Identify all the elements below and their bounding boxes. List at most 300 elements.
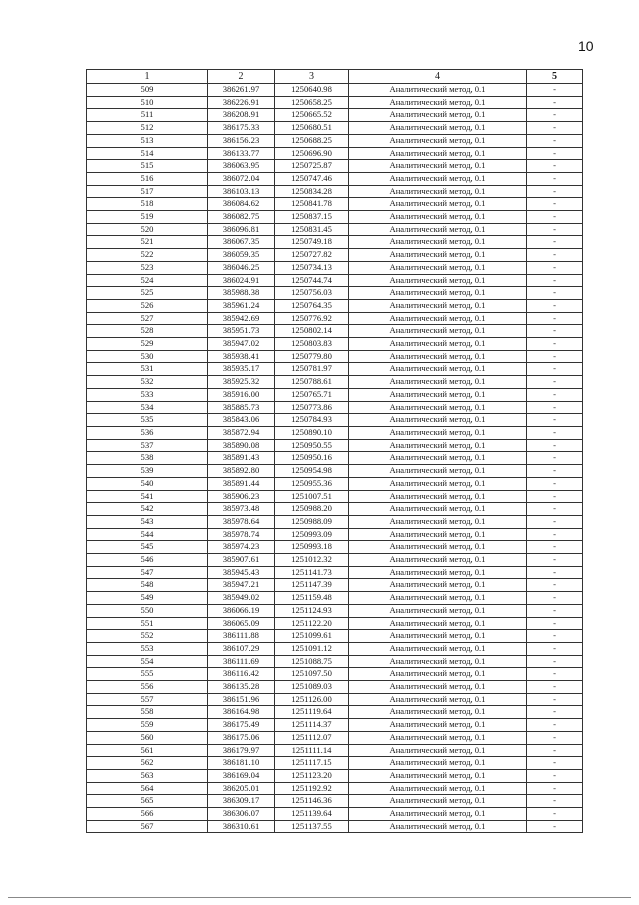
x-coordinate-cell: 386181.10	[208, 757, 275, 770]
point-number-cell: 537	[87, 439, 208, 452]
x-coordinate-cell: 385906.23	[208, 490, 275, 503]
method-cell: Аналитический метод, 0.1	[349, 261, 527, 274]
table-row	[87, 401, 583, 414]
table-row	[87, 541, 583, 554]
y-coordinate-cell: 1251007.51	[275, 490, 349, 503]
point-number-cell: 533	[87, 388, 208, 401]
coordinates-table	[86, 69, 583, 833]
method-cell: Аналитический метод, 0.1	[349, 795, 527, 808]
method-cell: Аналитический метод, 0.1	[349, 769, 527, 782]
note-cell: -	[527, 503, 583, 516]
x-coordinate-cell: 385961.24	[208, 299, 275, 312]
note-cell: -	[527, 668, 583, 681]
table-row	[87, 376, 583, 389]
x-coordinate-cell: 386175.06	[208, 731, 275, 744]
x-coordinate-cell: 385938.41	[208, 350, 275, 363]
note-cell: -	[527, 528, 583, 541]
x-coordinate-cell: 386179.97	[208, 744, 275, 757]
point-number-cell: 526	[87, 299, 208, 312]
point-number-cell: 510	[87, 96, 208, 109]
y-coordinate-cell: 1251088.75	[275, 655, 349, 668]
table-row	[87, 706, 583, 719]
y-coordinate-cell: 1250680.51	[275, 122, 349, 135]
x-coordinate-cell: 386164.98	[208, 706, 275, 719]
x-coordinate-cell: 385988.38	[208, 287, 275, 300]
point-number-cell: 529	[87, 338, 208, 351]
point-number-cell: 528	[87, 325, 208, 338]
method-cell: Аналитический метод, 0.1	[349, 719, 527, 732]
point-number-cell: 515	[87, 160, 208, 173]
table-row	[87, 426, 583, 439]
point-number-cell: 555	[87, 668, 208, 681]
method-cell: Аналитический метод, 0.1	[349, 668, 527, 681]
note-cell: -	[527, 325, 583, 338]
y-coordinate-cell: 1251146.36	[275, 795, 349, 808]
note-cell: -	[527, 465, 583, 478]
method-cell: Аналитический метод, 0.1	[349, 249, 527, 262]
note-cell: -	[527, 439, 583, 452]
table-row	[87, 134, 583, 147]
header-col-3: 3	[275, 70, 349, 84]
x-coordinate-cell: 385945.43	[208, 566, 275, 579]
x-coordinate-cell: 386169.04	[208, 769, 275, 782]
point-number-cell: 511	[87, 109, 208, 122]
table-row	[87, 96, 583, 109]
y-coordinate-cell: 1250734.13	[275, 261, 349, 274]
x-coordinate-cell: 386309.17	[208, 795, 275, 808]
x-coordinate-cell: 385890.08	[208, 439, 275, 452]
point-number-cell: 566	[87, 808, 208, 821]
note-cell: -	[527, 744, 583, 757]
note-cell: -	[527, 350, 583, 363]
y-coordinate-cell: 1250993.18	[275, 541, 349, 554]
method-cell: Аналитический метод, 0.1	[349, 554, 527, 567]
note-cell: -	[527, 757, 583, 770]
x-coordinate-cell: 386107.29	[208, 642, 275, 655]
y-coordinate-cell: 1251099.61	[275, 630, 349, 643]
y-coordinate-cell: 1251141.73	[275, 566, 349, 579]
x-coordinate-cell: 385891.44	[208, 477, 275, 490]
x-coordinate-cell: 386024.91	[208, 274, 275, 287]
table-row	[87, 795, 583, 808]
note-cell: -	[527, 299, 583, 312]
note-cell: -	[527, 719, 583, 732]
note-cell: -	[527, 617, 583, 630]
method-cell: Аналитический метод, 0.1	[349, 312, 527, 325]
method-cell: Аналитический метод, 0.1	[349, 198, 527, 211]
method-cell: Аналитический метод, 0.1	[349, 325, 527, 338]
table-row	[87, 439, 583, 452]
note-cell: -	[527, 820, 583, 833]
method-cell: Аналитический метод, 0.1	[349, 388, 527, 401]
y-coordinate-cell: 1250837.15	[275, 211, 349, 224]
x-coordinate-cell: 386175.33	[208, 122, 275, 135]
note-cell: -	[527, 808, 583, 821]
method-cell: Аналитический метод, 0.1	[349, 541, 527, 554]
point-number-cell: 557	[87, 693, 208, 706]
note-cell: -	[527, 554, 583, 567]
table-row	[87, 274, 583, 287]
y-coordinate-cell: 1250781.97	[275, 363, 349, 376]
point-number-cell: 531	[87, 363, 208, 376]
x-coordinate-cell: 386205.01	[208, 782, 275, 795]
y-coordinate-cell: 1250955.36	[275, 477, 349, 490]
method-cell: Аналитический метод, 0.1	[349, 655, 527, 668]
point-number-cell: 527	[87, 312, 208, 325]
x-coordinate-cell: 385947.02	[208, 338, 275, 351]
note-cell: -	[527, 261, 583, 274]
x-coordinate-cell: 386175.49	[208, 719, 275, 732]
note-cell: -	[527, 426, 583, 439]
y-coordinate-cell: 1251114.37	[275, 719, 349, 732]
table-row	[87, 642, 583, 655]
method-cell: Аналитический метод, 0.1	[349, 604, 527, 617]
y-coordinate-cell: 1250640.98	[275, 84, 349, 97]
y-coordinate-cell: 1251192.92	[275, 782, 349, 795]
x-coordinate-cell: 386226.91	[208, 96, 275, 109]
x-coordinate-cell: 385891.43	[208, 452, 275, 465]
x-coordinate-cell: 386156.23	[208, 134, 275, 147]
y-coordinate-cell: 1250665.52	[275, 109, 349, 122]
table-row	[87, 350, 583, 363]
method-cell: Аналитический метод, 0.1	[349, 426, 527, 439]
point-number-cell: 545	[87, 541, 208, 554]
y-coordinate-cell: 1250696.90	[275, 147, 349, 160]
table-row	[87, 477, 583, 490]
x-coordinate-cell: 386065.09	[208, 617, 275, 630]
point-number-cell: 548	[87, 579, 208, 592]
x-coordinate-cell: 385872.94	[208, 426, 275, 439]
point-number-cell: 561	[87, 744, 208, 757]
point-number-cell: 518	[87, 198, 208, 211]
table-row	[87, 757, 583, 770]
method-cell: Аналитический метод, 0.1	[349, 681, 527, 694]
note-cell: -	[527, 274, 583, 287]
point-number-cell: 560	[87, 731, 208, 744]
x-coordinate-cell: 386067.35	[208, 236, 275, 249]
table-row	[87, 363, 583, 376]
note-cell: -	[527, 681, 583, 694]
x-coordinate-cell: 386066.19	[208, 604, 275, 617]
table-row	[87, 769, 583, 782]
table-row	[87, 731, 583, 744]
point-number-cell: 550	[87, 604, 208, 617]
table-row	[87, 566, 583, 579]
point-number-cell: 541	[87, 490, 208, 503]
table-row	[87, 452, 583, 465]
y-coordinate-cell: 1251012.32	[275, 554, 349, 567]
x-coordinate-cell: 386059.35	[208, 249, 275, 262]
method-cell: Аналитический метод, 0.1	[349, 287, 527, 300]
point-number-cell: 530	[87, 350, 208, 363]
method-cell: Аналитический метод, 0.1	[349, 528, 527, 541]
x-coordinate-cell: 386072.04	[208, 172, 275, 185]
point-number-cell: 522	[87, 249, 208, 262]
note-cell: -	[527, 706, 583, 719]
note-cell: -	[527, 363, 583, 376]
note-cell: -	[527, 414, 583, 427]
method-cell: Аналитический метод, 0.1	[349, 160, 527, 173]
note-cell: -	[527, 566, 583, 579]
x-coordinate-cell: 385949.02	[208, 592, 275, 605]
y-coordinate-cell: 1250841.78	[275, 198, 349, 211]
note-cell: -	[527, 731, 583, 744]
table-row	[87, 820, 583, 833]
note-cell: -	[527, 147, 583, 160]
method-cell: Аналитический метод, 0.1	[349, 236, 527, 249]
y-coordinate-cell: 1251123.20	[275, 769, 349, 782]
method-cell: Аналитический метод, 0.1	[349, 566, 527, 579]
page-bottom-line	[8, 897, 631, 898]
method-cell: Аналитический метод, 0.1	[349, 465, 527, 478]
point-number-cell: 523	[87, 261, 208, 274]
x-coordinate-cell: 386096.81	[208, 223, 275, 236]
note-cell: -	[527, 338, 583, 351]
method-cell: Аналитический метод, 0.1	[349, 452, 527, 465]
point-number-cell: 540	[87, 477, 208, 490]
table-row	[87, 223, 583, 236]
point-number-cell: 563	[87, 769, 208, 782]
method-cell: Аналитический метод, 0.1	[349, 363, 527, 376]
method-cell: Аналитический метод, 0.1	[349, 401, 527, 414]
note-cell: -	[527, 477, 583, 490]
x-coordinate-cell: 385885.73	[208, 401, 275, 414]
x-coordinate-cell: 386111.88	[208, 630, 275, 643]
x-coordinate-cell: 386116.42	[208, 668, 275, 681]
point-number-cell: 524	[87, 274, 208, 287]
table-row	[87, 515, 583, 528]
table-row	[87, 185, 583, 198]
table-row	[87, 668, 583, 681]
x-coordinate-cell: 385947.21	[208, 579, 275, 592]
note-cell: -	[527, 160, 583, 173]
table-row	[87, 287, 583, 300]
x-coordinate-cell: 386084.62	[208, 198, 275, 211]
table-row	[87, 681, 583, 694]
x-coordinate-cell: 386063.95	[208, 160, 275, 173]
method-cell: Аналитический метод, 0.1	[349, 172, 527, 185]
header-col-4: 4	[349, 70, 527, 84]
table-row	[87, 503, 583, 516]
y-coordinate-cell: 1250993.09	[275, 528, 349, 541]
note-cell: -	[527, 134, 583, 147]
x-coordinate-cell: 385973.48	[208, 503, 275, 516]
point-number-cell: 559	[87, 719, 208, 732]
y-coordinate-cell: 1250765.71	[275, 388, 349, 401]
note-cell: -	[527, 96, 583, 109]
x-coordinate-cell: 386151.96	[208, 693, 275, 706]
point-number-cell: 516	[87, 172, 208, 185]
point-number-cell: 517	[87, 185, 208, 198]
note-cell: -	[527, 604, 583, 617]
note-cell: -	[527, 579, 583, 592]
table-row	[87, 198, 583, 211]
method-cell: Аналитический метод, 0.1	[349, 147, 527, 160]
note-cell: -	[527, 782, 583, 795]
table-row	[87, 592, 583, 605]
table-row	[87, 172, 583, 185]
point-number-cell: 520	[87, 223, 208, 236]
x-coordinate-cell: 386082.75	[208, 211, 275, 224]
table-row	[87, 249, 583, 262]
method-cell: Аналитический метод, 0.1	[349, 490, 527, 503]
y-coordinate-cell: 1250954.98	[275, 465, 349, 478]
table-row	[87, 211, 583, 224]
table-row	[87, 465, 583, 478]
method-cell: Аналитический метод, 0.1	[349, 299, 527, 312]
point-number-cell: 553	[87, 642, 208, 655]
y-coordinate-cell: 1251119.64	[275, 706, 349, 719]
table-row	[87, 744, 583, 757]
y-coordinate-cell: 1251126.00	[275, 693, 349, 706]
x-coordinate-cell: 386310.61	[208, 820, 275, 833]
point-number-cell: 546	[87, 554, 208, 567]
y-coordinate-cell: 1250950.55	[275, 439, 349, 452]
table-row	[87, 84, 583, 97]
note-cell: -	[527, 223, 583, 236]
x-coordinate-cell: 385978.74	[208, 528, 275, 541]
method-cell: Аналитический метод, 0.1	[349, 84, 527, 97]
y-coordinate-cell: 1250834.28	[275, 185, 349, 198]
note-cell: -	[527, 312, 583, 325]
x-coordinate-cell: 385942.69	[208, 312, 275, 325]
header-col-5: 5	[527, 70, 583, 84]
point-number-cell: 532	[87, 376, 208, 389]
x-coordinate-cell: 385892.80	[208, 465, 275, 478]
y-coordinate-cell: 1250784.93	[275, 414, 349, 427]
y-coordinate-cell: 1250988.20	[275, 503, 349, 516]
x-coordinate-cell: 386208.91	[208, 109, 275, 122]
table-row	[87, 579, 583, 592]
table-row	[87, 160, 583, 173]
y-coordinate-cell: 1250788.61	[275, 376, 349, 389]
table-row	[87, 261, 583, 274]
y-coordinate-cell: 1250831.45	[275, 223, 349, 236]
method-cell: Аналитический метод, 0.1	[349, 439, 527, 452]
note-cell: -	[527, 655, 583, 668]
point-number-cell: 543	[87, 515, 208, 528]
table-row	[87, 554, 583, 567]
header-col-2: 2	[208, 70, 275, 84]
method-cell: Аналитический метод, 0.1	[349, 693, 527, 706]
note-cell: -	[527, 490, 583, 503]
method-cell: Аналитический метод, 0.1	[349, 477, 527, 490]
note-cell: -	[527, 388, 583, 401]
point-number-cell: 547	[87, 566, 208, 579]
y-coordinate-cell: 1251139.64	[275, 808, 349, 821]
note-cell: -	[527, 376, 583, 389]
y-coordinate-cell: 1250747.46	[275, 172, 349, 185]
point-number-cell: 525	[87, 287, 208, 300]
table-row	[87, 236, 583, 249]
note-cell: -	[527, 211, 583, 224]
point-number-cell: 558	[87, 706, 208, 719]
y-coordinate-cell: 1250764.35	[275, 299, 349, 312]
method-cell: Аналитический метод, 0.1	[349, 731, 527, 744]
table-row	[87, 655, 583, 668]
note-cell: -	[527, 630, 583, 643]
point-number-cell: 567	[87, 820, 208, 833]
method-cell: Аналитический метод, 0.1	[349, 820, 527, 833]
note-cell: -	[527, 541, 583, 554]
y-coordinate-cell: 1251091.12	[275, 642, 349, 655]
y-coordinate-cell: 1250658.25	[275, 96, 349, 109]
table-row	[87, 312, 583, 325]
note-cell: -	[527, 249, 583, 262]
table-row	[87, 808, 583, 821]
y-coordinate-cell: 1250776.92	[275, 312, 349, 325]
method-cell: Аналитический метод, 0.1	[349, 617, 527, 630]
point-number-cell: 513	[87, 134, 208, 147]
table-row	[87, 338, 583, 351]
point-number-cell: 556	[87, 681, 208, 694]
x-coordinate-cell: 386046.25	[208, 261, 275, 274]
x-coordinate-cell: 385925.32	[208, 376, 275, 389]
method-cell: Аналитический метод, 0.1	[349, 592, 527, 605]
x-coordinate-cell: 386135.28	[208, 681, 275, 694]
method-cell: Аналитический метод, 0.1	[349, 185, 527, 198]
method-cell: Аналитический метод, 0.1	[349, 579, 527, 592]
x-coordinate-cell: 385916.00	[208, 388, 275, 401]
table-row	[87, 604, 583, 617]
method-cell: Аналитический метод, 0.1	[349, 134, 527, 147]
y-coordinate-cell: 1250725.87	[275, 160, 349, 173]
y-coordinate-cell: 1250688.25	[275, 134, 349, 147]
x-coordinate-cell: 386111.69	[208, 655, 275, 668]
table-row	[87, 617, 583, 630]
point-number-cell: 512	[87, 122, 208, 135]
point-number-cell: 519	[87, 211, 208, 224]
point-number-cell: 562	[87, 757, 208, 770]
point-number-cell: 551	[87, 617, 208, 630]
x-coordinate-cell: 385907.61	[208, 554, 275, 567]
table-row	[87, 693, 583, 706]
y-coordinate-cell: 1251147.39	[275, 579, 349, 592]
y-coordinate-cell: 1251089.03	[275, 681, 349, 694]
note-cell: -	[527, 172, 583, 185]
note-cell: -	[527, 122, 583, 135]
y-coordinate-cell: 1251117.15	[275, 757, 349, 770]
y-coordinate-cell: 1250890.10	[275, 426, 349, 439]
point-number-cell: 539	[87, 465, 208, 478]
table-row	[87, 719, 583, 732]
x-coordinate-cell: 386306.07	[208, 808, 275, 821]
note-cell: -	[527, 236, 583, 249]
point-number-cell: 514	[87, 147, 208, 160]
method-cell: Аналитический метод, 0.1	[349, 109, 527, 122]
x-coordinate-cell: 385935.17	[208, 363, 275, 376]
method-cell: Аналитический метод, 0.1	[349, 515, 527, 528]
method-cell: Аналитический метод, 0.1	[349, 757, 527, 770]
point-number-cell: 544	[87, 528, 208, 541]
point-number-cell: 521	[87, 236, 208, 249]
method-cell: Аналитический метод, 0.1	[349, 744, 527, 757]
y-coordinate-cell: 1251137.55	[275, 820, 349, 833]
note-cell: -	[527, 84, 583, 97]
method-cell: Аналитический метод, 0.1	[349, 122, 527, 135]
y-coordinate-cell: 1250727.82	[275, 249, 349, 262]
y-coordinate-cell: 1250773.86	[275, 401, 349, 414]
point-number-cell: 509	[87, 84, 208, 97]
table-row	[87, 299, 583, 312]
point-number-cell: 535	[87, 414, 208, 427]
y-coordinate-cell: 1250988.09	[275, 515, 349, 528]
table-row	[87, 325, 583, 338]
x-coordinate-cell: 385951.73	[208, 325, 275, 338]
note-cell: -	[527, 287, 583, 300]
note-cell: -	[527, 109, 583, 122]
table-row	[87, 414, 583, 427]
